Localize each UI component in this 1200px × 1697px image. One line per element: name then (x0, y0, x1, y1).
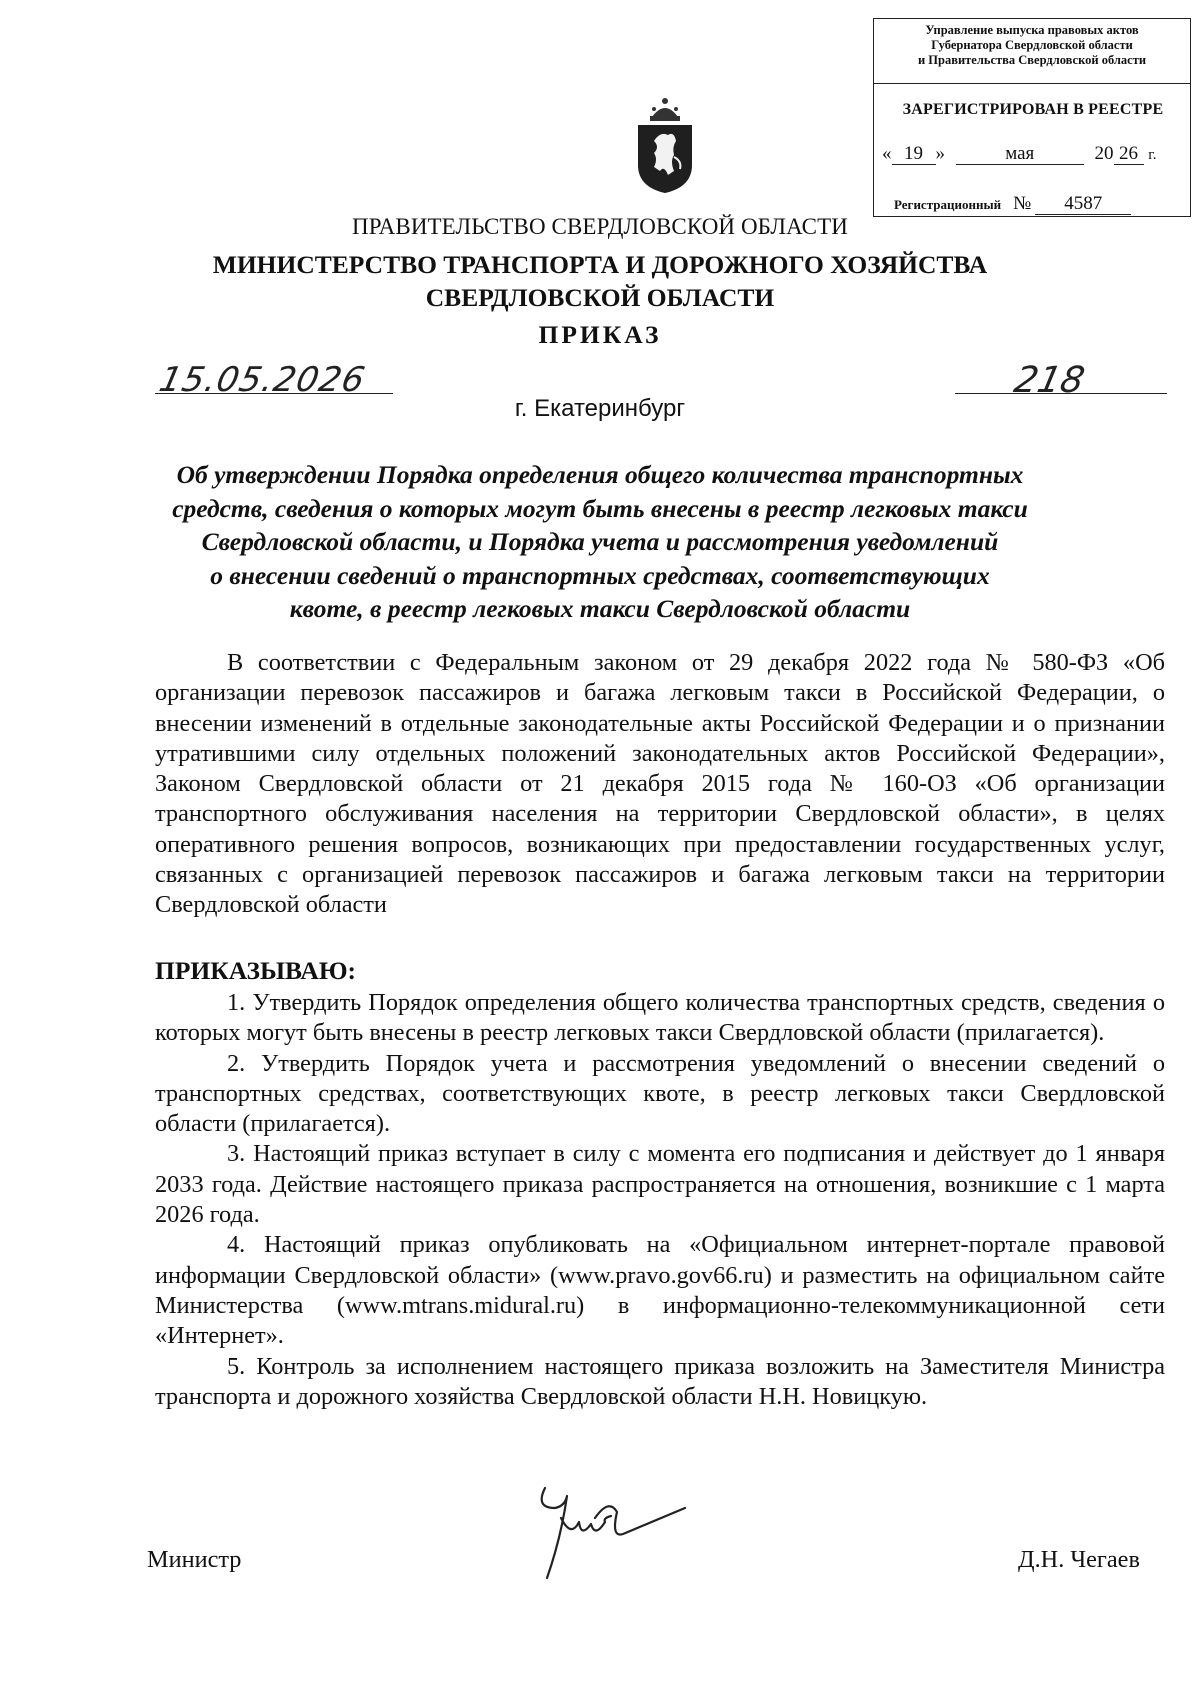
stamp-reg-number-line (894, 193, 1131, 215)
stamp-number-sign: № (1013, 193, 1032, 214)
stamp-year-suffix: 26 (1114, 144, 1144, 165)
ministry-heading-line2: СВЕРДЛОВСКОЙ ОБЛАСТИ (425, 283, 775, 312)
stamp-year-prefix: 20 (1094, 143, 1114, 164)
date-underline (155, 393, 393, 394)
preamble-text: В соответствии с Федеральным законом от 29 декабря 2022 года № 580-ФЗ «Об организации перевозок пассажиров и багажа легковым такси в Российской Федерации, о внесении изменений в отдельные законодательные акты Российской Федерации и о признании утратившими силу отдельных положений законодательных актов Российской Федерации», Законом Свердловской области от 21 декабря 2015 года № 160-ОЗ «Об организации транспортного обслуживания населения на территории Свердловской области», в целях оперативного решения вопросов, возникающих при предоставлении государственных услуг, связанных с организацией перевозок пассажиров и багажа легковым такси на территории Свердловской области (155, 649, 1165, 919)
document-date: 15.05.2026 (155, 360, 369, 400)
coat-of-arms-icon (630, 95, 700, 200)
stamp-department (874, 23, 1190, 68)
signatory-name: Д.Н. Чегаев (1018, 1546, 1140, 1573)
number-underline (955, 393, 1167, 394)
stamp-department-line: и Правительства Свердловской области (917, 53, 1147, 67)
order-word: ПРИКАЗЫВАЮ: (155, 956, 357, 985)
stamp-month: мая (956, 144, 1084, 165)
document-title (150, 458, 1050, 626)
ministry-heading-line1: МИНИСТЕРСТВО ТРАНСПОРТА И ДОРОЖНОГО ХОЗЯЙСТВА (212, 250, 988, 279)
stamp-close-quote: » (935, 143, 945, 164)
handwritten-signature (525, 1478, 705, 1593)
title-line: квоте, в реестр легковых такси Свердловской области (289, 594, 911, 623)
order-item: 3. Настоящий приказ вступает в силу с момента его подписания и действует до 1 января 2033 года. Действие настоящего приказа распространяется на отношения, возникшие с 1 марта 2026 года. (155, 1140, 1165, 1229)
preamble (155, 648, 1165, 921)
order-items (155, 988, 1165, 1412)
title-line: средств, сведения о которых могут быть внесены в реестр легковых такси (172, 493, 1028, 523)
stamp-day: 19 (892, 144, 936, 165)
stamp-year-unit: г. (1148, 147, 1157, 163)
stamp-date (882, 143, 1156, 165)
registration-stamp (873, 18, 1191, 217)
document-number: 218 (1010, 360, 1089, 401)
document-type: ПРИКАЗ (538, 320, 662, 349)
stamp-registered-label: ЗАРЕГИСТРИРОВАН В РЕЕСТРЕ (902, 101, 1164, 118)
stamp-reg-number: 4587 (1035, 194, 1131, 215)
stamp-open-quote: « (882, 143, 892, 164)
title-line: Свердловской области, и Порядка учета и рассмотрения уведомлений (201, 527, 999, 556)
city: г. Екатеринбург (514, 395, 686, 422)
stamp-department-line: Управление выпуска правовых актов (925, 23, 1139, 37)
order-item: 4. Настоящий приказ опубликовать на «Официальном интернет-портале правовой информации Свердловской области» (www.pravo.gov66.ru) и разместить на официальном сайте Министерства (www.mtrans.midural.ru) в информационно-телекоммуникационной сети «Интернет». (155, 1231, 1165, 1350)
title-line: Об утверждении Порядка определения общего количества транспортных (176, 460, 1024, 489)
order-item: 5. Контроль за исполнением настоящего приказа возложить на Заместителя Министра транспорта и дорожного хозяйства Свердловской области Н.Н. Новицкую. (155, 1352, 1165, 1410)
order-item: 1. Утвердить Порядок определения общего количества транспортных средств, сведения о которых могут быть внесены в реестр легковых такси Свердловской области (прилагается). (155, 989, 1165, 1047)
stamp-reg-label: Регистрационный (894, 197, 1002, 212)
stamp-department-line: Губернатора Свердловской области (931, 38, 1133, 52)
order-item: 2. Утвердить Порядок учета и рассмотрения уведомлений о внесении сведений о транспортных средствах, соответствующих квоте, в реестр легковых такси Свердловской области (прилагается). (155, 1049, 1165, 1138)
stamp-divider (874, 83, 1190, 84)
government-heading: ПРАВИТЕЛЬСТВО СВЕРДЛОВСКОЙ ОБЛАСТИ (352, 214, 848, 239)
signatory-position: Министр (147, 1546, 242, 1573)
title-line: о внесении сведений о транспортных средствах, соответствующих (210, 560, 990, 590)
